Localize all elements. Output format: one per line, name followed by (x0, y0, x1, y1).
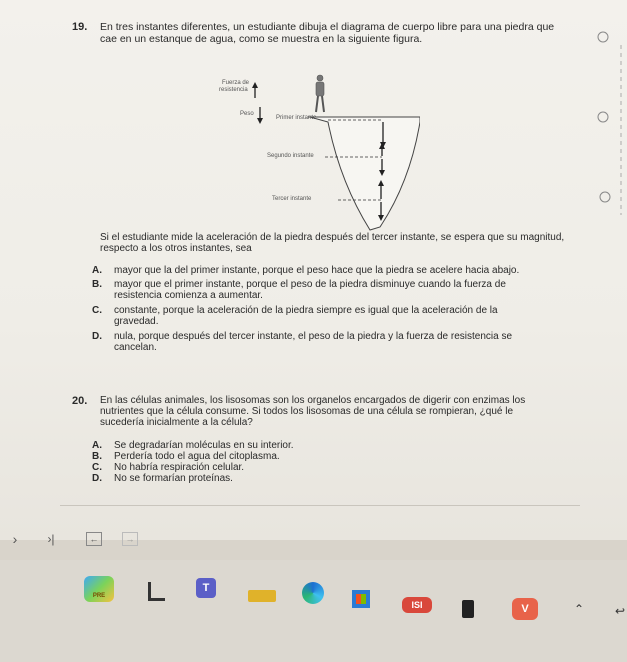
forward-arrow-icon[interactable]: → (122, 532, 138, 546)
question-20-line2: nutrientes que la célula consume. Si todos los lisosomas de una célula se rompieran, ¿qué le (100, 406, 514, 417)
divider (60, 505, 580, 506)
q19-option-a-text: mayor que la del primer instante, porque el peso hace que la piedra se acelere hacia abajo. (114, 265, 520, 276)
primer-instante-label: Primer instante (276, 115, 317, 121)
q19-option-d-letter: D. (92, 331, 102, 342)
q19-option-c-text-2: gravedad. (114, 316, 159, 327)
navigation-toolbar (0, 530, 627, 550)
q20-option-c-letter: C. (92, 462, 102, 473)
question-20-number: 20. (72, 395, 88, 407)
q19-option-c-text: constante, porque la aceleración de la piedra siempre es igual que la aceleración de la (114, 305, 498, 316)
notification-icon[interactable]: ↩ (614, 604, 626, 618)
pre-label: PRE (92, 593, 106, 599)
question-19-line1: En tres instantes diferentes, un estudiante dibuja el diagrama de cuerpo libre para una piedra que (100, 21, 555, 33)
q19-option-b[interactable] (92, 279, 506, 301)
person-figure (316, 75, 324, 112)
isl-label: ISI (411, 600, 423, 610)
q19-option-c[interactable] (92, 305, 498, 327)
q20-option-a-letter: A. (92, 440, 102, 451)
q20-option-b[interactable] (92, 451, 280, 462)
free-body-diagram (200, 72, 420, 232)
question-19-prompt-line2: respecto a los otros instantes, sea (100, 243, 252, 254)
margin-doodles (585, 25, 627, 225)
peso-label: Peso (240, 111, 254, 117)
store-grid-icon (356, 594, 366, 604)
fuerza-label-2: resistencia (219, 87, 248, 93)
question-20-line1: En las células animales, los lisosomas son los organelos encargados de digerir con enzimas los (100, 395, 526, 406)
question-20-line3: sucedería inicialmente a la célula? (100, 417, 253, 428)
q20-option-d[interactable] (92, 473, 233, 484)
window-icon[interactable] (148, 582, 165, 601)
q20-option-d-letter: D. (92, 473, 102, 484)
q19-option-a[interactable] (92, 265, 519, 276)
q19-option-d-text-2: cancelan. (114, 342, 157, 353)
q19-option-a-letter: A. (92, 265, 102, 276)
q19-option-d[interactable] (92, 331, 512, 353)
question-19-number: 19. (72, 21, 88, 33)
tercer-instante-label: Tercer instante (272, 196, 312, 202)
terminal-icon[interactable] (462, 600, 474, 618)
q19-option-d-text: nula, porque después del tercer instante, el peso de la piedra y la fuerza de resistencia se (114, 331, 513, 342)
q20-option-c-text: No habría respiración celular. (114, 462, 245, 473)
vivaldi-icon[interactable]: V (512, 598, 538, 620)
chevron-up-icon[interactable]: ⌃ (573, 602, 585, 616)
q20-option-d-text: No se formarían proteínas. (114, 473, 233, 484)
skip-forward-icon[interactable]: ›| (47, 532, 55, 546)
q19-option-b-text: mayor que el primer instante, porque el peso de la piedra disminuye cuando la fuerza de (114, 279, 506, 290)
pond-shape (310, 117, 420, 230)
store-icon[interactable] (352, 590, 370, 608)
teams-icon[interactable]: T (196, 578, 216, 598)
taskbar (0, 560, 627, 662)
isl-app-icon[interactable] (402, 597, 432, 613)
q20-option-b-letter: B. (92, 451, 102, 462)
fuerza-label-1: Fuerza de (222, 80, 250, 86)
question-19-prompt-line1: Si el estudiante mide la aceleración de la piedra después del tercer instante, se espera que su magnitud, (100, 232, 565, 243)
q19-option-b-letter: B. (92, 279, 102, 290)
q19-option-b-text-2: resistencia comienza a aumentar. (114, 290, 263, 301)
q19-option-c-letter: C. (92, 305, 102, 316)
q20-option-c[interactable] (92, 462, 244, 473)
q20-option-a[interactable] (92, 440, 294, 451)
question-19-line2: cae en un estanque de agua, como se muestra en la siguiente figura. (100, 33, 423, 45)
q20-option-a-text: Se degradarían moléculas en su interior. (114, 440, 294, 451)
segundo-instante-label: Segundo instante (267, 153, 314, 159)
app-icon-pre[interactable] (84, 576, 114, 602)
edge-browser-icon[interactable] (302, 582, 324, 604)
chevron-right-icon[interactable]: › (12, 531, 18, 547)
folder-icon[interactable] (248, 590, 276, 602)
back-arrow-icon[interactable]: ← (86, 532, 102, 546)
q20-option-b-text: Perdería todo el agua del citoplasma. (114, 451, 280, 462)
